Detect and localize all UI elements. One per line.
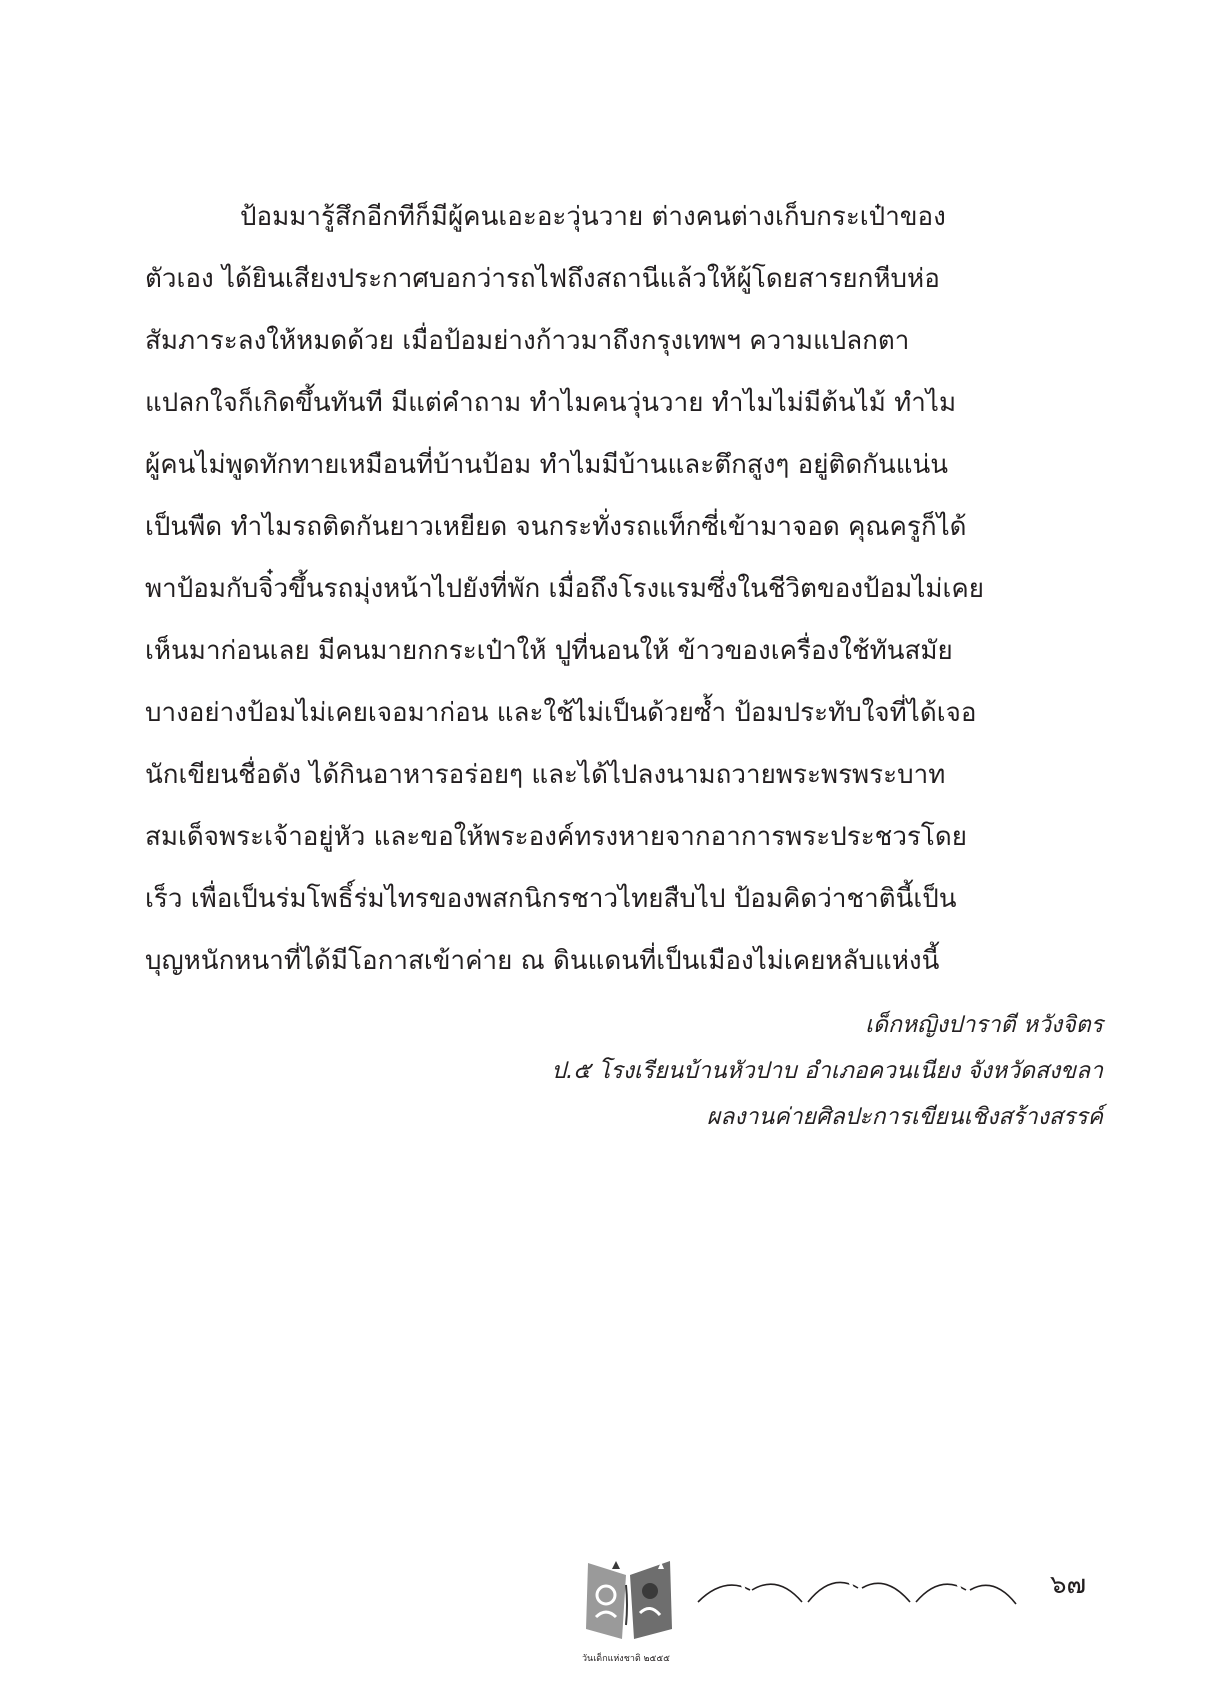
logo-mark-icon <box>582 1555 674 1647</box>
paragraph-line: บางอย่างป้อมไม่เคยเจอมาก่อน และใช้ไม่เป็นด้วยซ้ำ ป้อมประทับใจที่ได้เจอ <box>145 698 977 728</box>
paragraph-line: เห็นมาก่อนเลย มีคนมายกกระเป๋าให้ ปูที่นอนให้ ข้าวของเครื่องใช้ทันสมัย <box>145 636 953 666</box>
paragraph-line: แปลกใจก็เกิดขึ้นทันที มีแต่คำถาม ทำไมคนวุ่นวาย ทำไมไม่มีต้นไม้ ทำไม <box>145 388 957 418</box>
paragraph-line: ป้อมมารู้สึกอีกทีก็มีผู้คนเอะอะวุ่นวาย ต่างคนต่างเก็บกระเป๋าของ <box>240 202 946 232</box>
author-signature-block <box>551 1002 1103 1140</box>
author-school: ป.๕ โรงเรียนบ้านหัวปาบ อำเภอควนเนียง จังหวัดสงขลา <box>551 1058 1103 1084</box>
paragraph-line: เป็นพืด ทำไมรถติดกันยาวเหยียด จนกระทั่งรถแท็กซี่เข้ามาจอด คุณครูก็ได้ <box>145 512 967 542</box>
author-name: เด็กหญิงปาราตี หวังจิตร <box>865 1012 1103 1038</box>
paragraph-line: นักเขียนชื่อดัง ได้กินอาหารอร่อยๆ และได้ไปลงนามถวายพระพรพระบาท <box>145 760 946 790</box>
paragraph-line: พาป้อมกับจิ๋วขึ้นรถมุ่งหน้าไปยังที่พัก เมื่อถึงโรงแรมซึ่งในชีวิตของป้อมไม่เคย <box>145 574 985 604</box>
story-paragraph <box>145 186 1105 992</box>
page-number: ๖๗ <box>1050 1570 1087 1600</box>
paragraph-line: บุญหนักหนาที่ได้มีโอกาสเข้าค่าย ณ ดินแดนที่เป็นเมืองไม่เคยหลับแห่งนี้ <box>145 946 940 976</box>
paragraph-line: เร็ว เพื่อเป็นร่มโพธิ์ร่มไทรของพสกนิกรชาวไทยสืบไป ป้อมคิดว่าชาตินี้เป็น <box>145 884 957 914</box>
childrens-day-logo <box>582 1555 674 1670</box>
paragraph-line: ผู้คนไม่พูดทักทายเหมือนที่บ้านป้อม ทำไมมีบ้านและตึกสูงๆ อยู่ติดกันแน่น <box>145 450 949 480</box>
decorative-arcs-icon <box>690 1568 1030 1608</box>
author-program: ผลงานค่ายศิลปะการเขียนเชิงสร้างสรรค์ <box>706 1104 1103 1130</box>
paragraph-line: สัมภาระลงให้หมดด้วย เมื่อป้อมย่างก้าวมาถึงกรุงเทพฯ ความแปลกตา <box>145 326 910 356</box>
paragraph-line: ตัวเอง ได้ยินเสียงประกาศบอกว่ารถไฟถึงสถานีแล้วให้ผู้โดยสารยกหีบห่อ <box>145 264 940 294</box>
paragraph-line: สมเด็จพระเจ้าอยู่หัว และขอให้พระองค์ทรงหายจากอาการพระประชวรโดย <box>145 822 967 852</box>
logo-caption: วันเด็กแห่งชาติ ๒๕๕๕ <box>582 1654 670 1664</box>
